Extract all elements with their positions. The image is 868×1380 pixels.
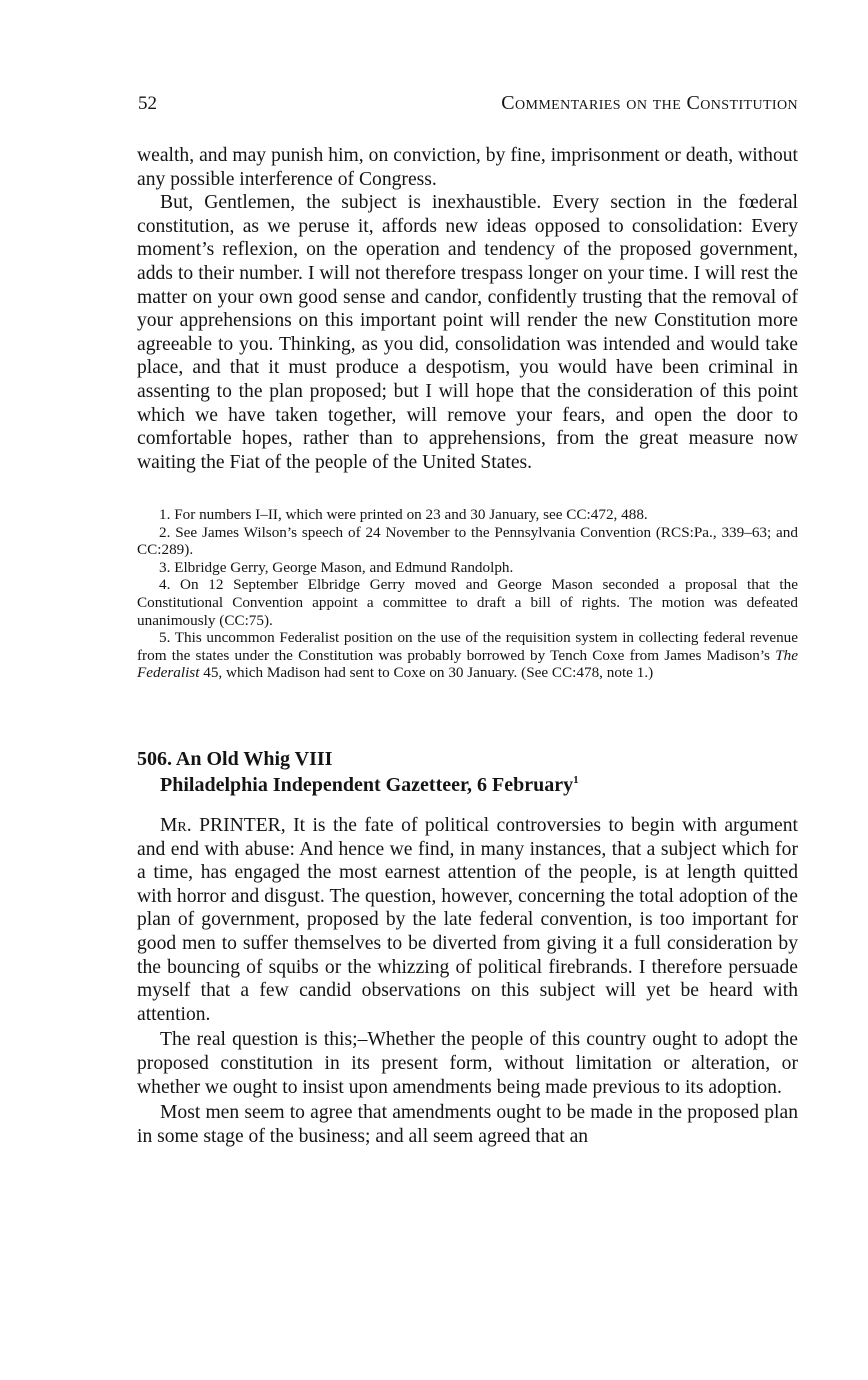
subheading-text: Philadelphia Independent Gazetteer, 6 February [160,774,574,796]
footnote-ref: 1 [573,774,579,786]
footnote-5-text-end: 45, which Madison had sent to Coxe on 30 January. (See CC:478, note 1.) [199,664,654,682]
footnotes [137,506,798,682]
footnote-4: 4. On 12 September Elbridge Gerry moved and George Mason seconded a proposal that the Constitutional Convention appoint a committee to draft a bill of rights. The motion was defeated unanimously (CC:75). [137,576,798,629]
paragraph: wealth, and may punish him, on conviction, by fine, imprisonment or death, without any possible interference of Congress. [137,145,798,190]
footnote-1: 1. For numbers I–II, which were printed on 23 and 30 January, see CC:472, 488. [159,506,648,523]
paragraph [137,814,798,1026]
paragraph-text: PRINTER, It is the fate of political controversies to begin with argument and end with abuse: And hence we find, in many instances, that a subject which for a time, has engaged the most earnest attention of the people, is at length quitted with horror and disgust. The question, however, concerning the total adoption of the plan of government, proposed by the late federal convention, is too important for good men to suffer themselves to be diverted from giving it a full consideration by the bouncing of squibs or the whizzing of political firebrands. I therefore persuade myself that a few candid observations on this subject will yet be heard with attention. [137,815,798,1025]
page-header [138,92,798,115]
footnote-5-text: 5. This uncommon Federalist position on the use of the requisition system in collecting federal revenue from the states under the Constitution was probably borrowed by Tench Coxe from James Madison’s [137,629,798,664]
page-number: 52 [138,93,157,114]
footnote-3: 3. Elbridge Gerry, George Mason, and Edmund Randolph. [159,558,514,576]
paragraph: But, Gentlemen, the subject is inexhaustible. Every section in the fœderal constitution, as we peruse it, affords new ideas opposed to consolidation: Every moment’s reflexion, on the operation and tendency of the proposed government, adds to their number. I will not therefore trespass longer on your time. I will rest the matter on your own good sense and candor, confidently trusting that the removal of your apprehensions on this important point will render the new Constitution more agreeable to you. Thinking, as you did, consolidation was intended and would take place, and that it must produce a despotism, you would have been criminal in assenting to the plan proposed; but I will hope that the consideration of this point which we have taken together, will remove your fears, and open the door to comfortable hopes, rather than to apprehensions, from the great measure now waiting the Fiat of the people of the United States. [137,192,798,473]
footnote-5 [137,629,798,682]
document-heading: 506. An Old Whig VIII [137,748,333,770]
continued-text [137,144,798,474]
footnote-2: 2. See James Wilson’s speech of 24 November to the Pennsylvania Convention (RCS:Pa., 339–63; and CC:289). [137,523,798,559]
running-title: Commentaries on the Constitution [501,92,798,114]
paragraph: The real question is this;–Whether the people of this country ought to adopt the proposed constitution in its present form, without limitation or alteration, or whether we ought to insist upon amendments being made previous to its adoption. [137,1029,798,1098]
paragraph: Most men seem to agree that amendments ought to be made in the proposed plan in some stage of the business; and all seem agreed that an [137,1102,798,1147]
salutation: Mr. [160,815,192,836]
work-title: The Federalist [137,646,798,682]
document-subheading [160,774,579,797]
document-506-text [137,814,798,1148]
